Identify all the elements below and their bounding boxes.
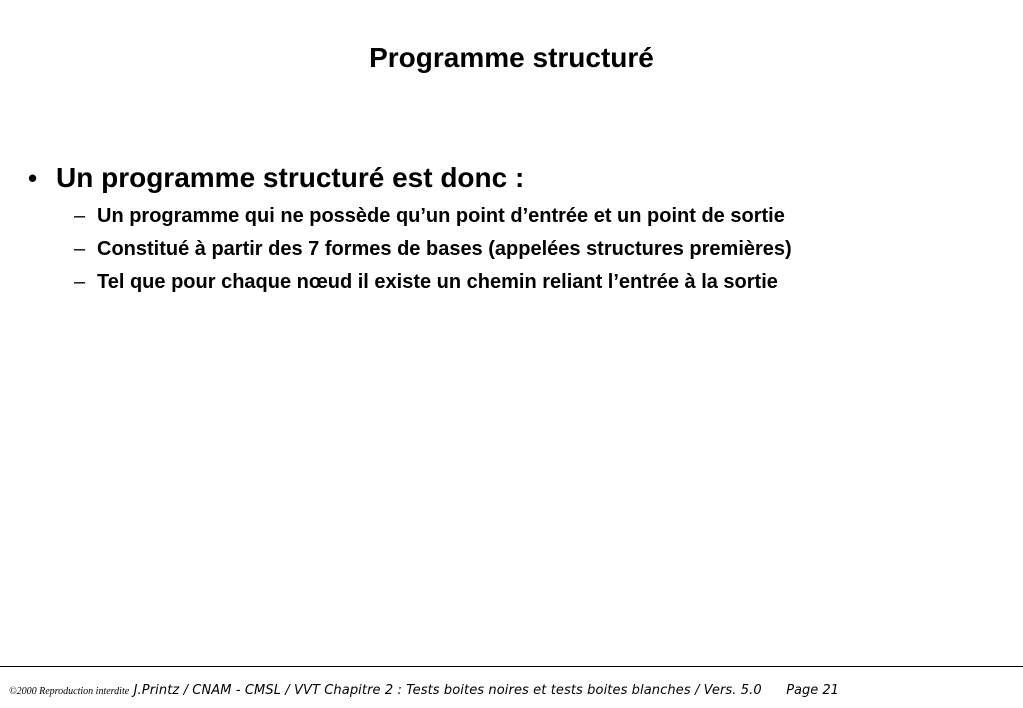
page-number: Page 21	[786, 683, 839, 698]
sub-bullet-text: Constitué à partir des 7 formes de bases (appelées structures premières)	[97, 238, 792, 260]
dash-icon: –	[74, 238, 86, 260]
sub-bullet-item	[74, 200, 988, 233]
sub-bullet-item	[74, 266, 988, 299]
slide-title: Programme structuré	[369, 42, 654, 73]
slide-footer	[9, 680, 1009, 702]
sub-bullet-list	[74, 200, 988, 299]
footer-divider	[0, 666, 1023, 667]
sub-bullet-item	[74, 233, 988, 266]
footer-credits: J.Printz / CNAM - CMSL / VVT Chapitre 2 : Tests boites noires et tests boites blanches / Vers. 5.0	[133, 683, 762, 698]
sub-bullet-text: Tel que pour chaque nœud il existe un chemin reliant l’entrée à la sortie	[97, 271, 778, 293]
bullet-dot-icon: •	[28, 163, 38, 193]
dash-icon: –	[74, 205, 86, 227]
footer-copyright: ©2000 Reproduction interdite	[9, 686, 130, 697]
bullet-item	[28, 160, 988, 196]
dash-icon: –	[74, 271, 86, 293]
sub-bullet-text: Un programme qui ne possède qu’un point d’entrée et un point de sortie	[97, 205, 785, 227]
slide-body	[28, 160, 988, 299]
bullet-text: Un programme structuré est donc :	[56, 162, 525, 193]
